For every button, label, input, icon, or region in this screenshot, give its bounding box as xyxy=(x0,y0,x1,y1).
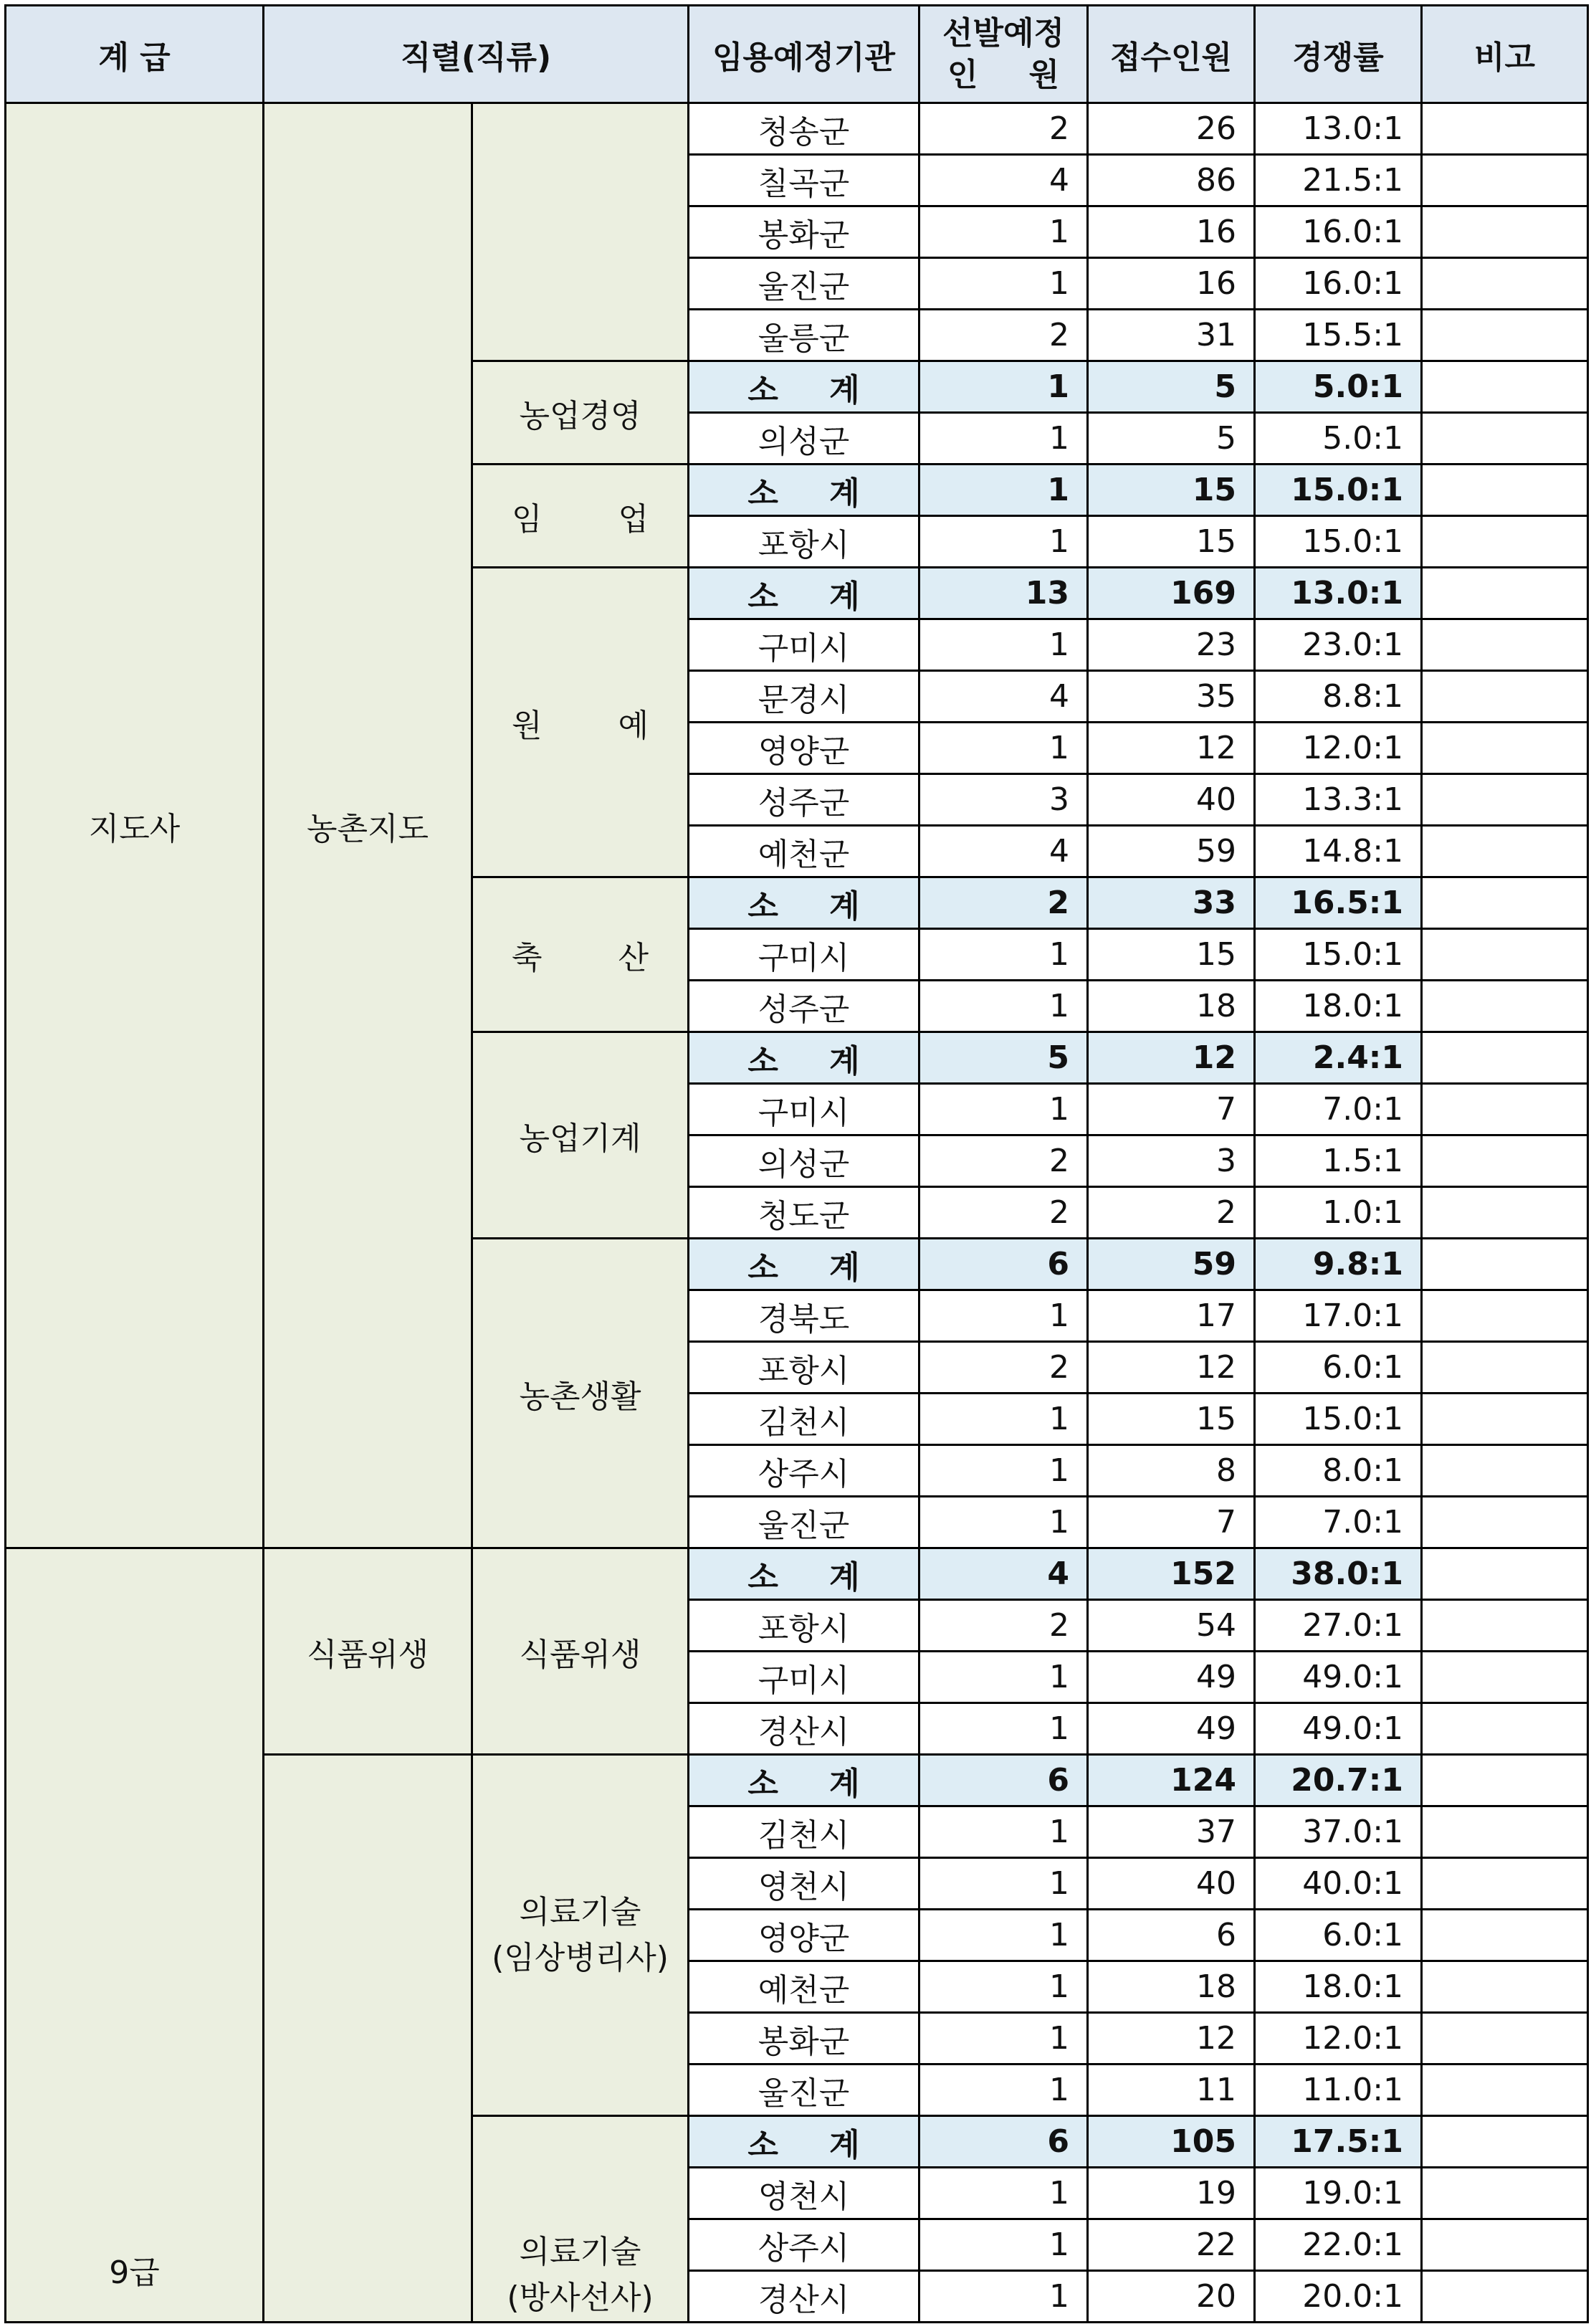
applicants-cell: 54 xyxy=(1088,1600,1255,1652)
job-class-cell xyxy=(472,465,689,568)
job-class-char: 산 xyxy=(618,939,649,976)
job-class-char: 임 xyxy=(512,500,543,538)
applicants-cell: 15 xyxy=(1088,465,1255,516)
planned-cell: 1 xyxy=(919,723,1088,774)
subtotal-label: 소 계 xyxy=(689,877,919,929)
agency-cell: 김천시 xyxy=(689,1806,919,1858)
planned-cell: 6 xyxy=(919,1755,1088,1806)
ratio-cell: 20.7:1 xyxy=(1255,1755,1422,1806)
applicants-cell: 49 xyxy=(1088,1703,1255,1755)
note-cell xyxy=(1422,1961,1588,2013)
note-cell xyxy=(1422,1084,1588,1135)
agency-cell: 청송군 xyxy=(689,103,919,155)
applicants-cell: 31 xyxy=(1088,310,1255,361)
note-cell xyxy=(1422,671,1588,723)
planned-cell: 1 xyxy=(919,361,1088,413)
agency-cell: 예천군 xyxy=(689,826,919,877)
table-row xyxy=(6,1548,1588,1600)
ratio-cell: 14.8:1 xyxy=(1255,826,1422,877)
applicants-cell: 26 xyxy=(1088,103,1255,155)
note-cell xyxy=(1422,1135,1588,1187)
note-cell xyxy=(1422,1910,1588,1961)
job-class-char: 예 xyxy=(618,707,649,744)
note-cell xyxy=(1422,1290,1588,1342)
planned-cell: 1 xyxy=(919,258,1088,310)
applicants-cell: 86 xyxy=(1088,155,1255,206)
subtotal-label: 소 계 xyxy=(689,1755,919,1806)
planned-cell: 1 xyxy=(919,2013,1088,2065)
planned-cell: 1 xyxy=(919,1084,1088,1135)
applicants-cell: 124 xyxy=(1088,1755,1255,1806)
agency-cell: 상주시 xyxy=(689,2219,919,2271)
applicants-cell: 33 xyxy=(1088,877,1255,929)
ratio-cell: 8.0:1 xyxy=(1255,1445,1422,1497)
note-cell xyxy=(1422,2271,1588,2323)
ratio-cell: 9.8:1 xyxy=(1255,1239,1422,1290)
ratio-cell: 18.0:1 xyxy=(1255,1961,1422,2013)
ratio-cell: 11.0:1 xyxy=(1255,2065,1422,2116)
job-series-cell: 식품위생 xyxy=(264,1548,472,1755)
planned-cell: 4 xyxy=(919,1548,1088,1600)
planned-cell: 1 xyxy=(919,465,1088,516)
table-row xyxy=(6,103,1588,155)
note-cell xyxy=(1422,877,1588,929)
header-applicants: 접수인원 xyxy=(1088,6,1255,103)
planned-cell: 6 xyxy=(919,2116,1088,2168)
applicants-cell: 15 xyxy=(1088,929,1255,981)
note-cell xyxy=(1422,2013,1588,2065)
applicants-cell: 2 xyxy=(1088,1187,1255,1239)
applicants-cell: 18 xyxy=(1088,981,1255,1032)
job-class-cell: 농업경영 xyxy=(472,361,689,465)
ratio-cell: 12.0:1 xyxy=(1255,723,1422,774)
job-class-cell xyxy=(472,2116,689,2323)
applicants-cell: 5 xyxy=(1088,361,1255,413)
applicants-cell: 105 xyxy=(1088,2116,1255,2168)
job-series-cell: 농촌지도 xyxy=(264,103,472,1548)
ratio-cell: 7.0:1 xyxy=(1255,1084,1422,1135)
applicants-cell: 20 xyxy=(1088,2271,1255,2323)
note-cell xyxy=(1422,1858,1588,1910)
applicants-cell: 22 xyxy=(1088,2219,1255,2271)
note-cell xyxy=(1422,1342,1588,1394)
planned-cell: 1 xyxy=(919,413,1088,465)
agency-cell: 예천군 xyxy=(689,1961,919,2013)
job-class-line: (임상병리사) xyxy=(492,1939,669,1976)
planned-cell: 2 xyxy=(919,877,1088,929)
agency-cell: 칠곡군 xyxy=(689,155,919,206)
planned-cell: 1 xyxy=(919,1806,1088,1858)
agency-cell: 경산시 xyxy=(689,1703,919,1755)
agency-cell: 울진군 xyxy=(689,1497,919,1548)
note-cell xyxy=(1422,1703,1588,1755)
note-cell xyxy=(1422,619,1588,671)
ratio-cell: 15.0:1 xyxy=(1255,465,1422,516)
planned-cell: 1 xyxy=(919,2271,1088,2323)
applicants-cell: 35 xyxy=(1088,671,1255,723)
applicants-cell: 3 xyxy=(1088,1135,1255,1187)
note-cell xyxy=(1422,310,1588,361)
ratio-cell: 5.0:1 xyxy=(1255,361,1422,413)
ratio-cell: 2.4:1 xyxy=(1255,1032,1422,1084)
applicants-cell: 40 xyxy=(1088,1858,1255,1910)
ratio-cell: 38.0:1 xyxy=(1255,1548,1422,1600)
planned-cell: 3 xyxy=(919,774,1088,826)
agency-cell: 봉화군 xyxy=(689,206,919,258)
agency-cell: 경산시 xyxy=(689,2271,919,2323)
ratio-cell: 12.0:1 xyxy=(1255,2013,1422,2065)
header-grade: 계 급 xyxy=(6,6,264,103)
header-note: 비고 xyxy=(1422,6,1588,103)
subtotal-label: 소 계 xyxy=(689,361,919,413)
job-class-spaced xyxy=(490,493,670,539)
note-cell xyxy=(1422,1497,1588,1548)
ratio-cell: 16.0:1 xyxy=(1255,206,1422,258)
agency-cell: 청도군 xyxy=(689,1187,919,1239)
applicants-cell: 17 xyxy=(1088,1290,1255,1342)
agency-cell: 김천시 xyxy=(689,1394,919,1445)
ratio-cell: 13.0:1 xyxy=(1255,103,1422,155)
ratio-cell: 1.0:1 xyxy=(1255,1187,1422,1239)
agency-cell: 포항시 xyxy=(689,1600,919,1652)
note-cell xyxy=(1422,568,1588,619)
ratio-cell: 20.0:1 xyxy=(1255,2271,1422,2323)
job-class-spaced xyxy=(490,700,670,746)
note-cell xyxy=(1422,1548,1588,1600)
agency-cell: 상주시 xyxy=(689,1445,919,1497)
note-cell xyxy=(1422,1032,1588,1084)
note-cell xyxy=(1422,981,1588,1032)
planned-cell: 4 xyxy=(919,155,1088,206)
ratio-cell: 15.5:1 xyxy=(1255,310,1422,361)
ratio-cell: 17.0:1 xyxy=(1255,1290,1422,1342)
agency-cell: 성주군 xyxy=(689,981,919,1032)
planned-cell: 4 xyxy=(919,671,1088,723)
planned-cell: 1 xyxy=(919,2065,1088,2116)
agency-cell: 문경시 xyxy=(689,671,919,723)
planned-cell: 1 xyxy=(919,516,1088,568)
planned-cell: 2 xyxy=(919,1187,1088,1239)
subtotal-label: 소 계 xyxy=(689,465,919,516)
agency-cell: 성주군 xyxy=(689,774,919,826)
planned-cell: 1 xyxy=(919,1445,1088,1497)
header-planned-line1: 선발예정 xyxy=(942,14,1065,52)
ratio-cell: 15.0:1 xyxy=(1255,1394,1422,1445)
job-class-char: 업 xyxy=(618,500,649,538)
job-class-spaced xyxy=(490,932,670,978)
note-cell xyxy=(1422,2116,1588,2168)
agency-cell: 울진군 xyxy=(689,258,919,310)
planned-cell: 1 xyxy=(919,929,1088,981)
planned-cell: 1 xyxy=(919,1703,1088,1755)
job-class-cell xyxy=(472,877,689,1032)
planned-cell: 1 xyxy=(919,1394,1088,1445)
ratio-cell: 8.8:1 xyxy=(1255,671,1422,723)
job-class-cell xyxy=(472,103,689,361)
ratio-cell: 1.5:1 xyxy=(1255,1135,1422,1187)
applicants-cell: 12 xyxy=(1088,1342,1255,1394)
agency-cell: 영천시 xyxy=(689,1858,919,1910)
note-cell xyxy=(1422,1652,1588,1703)
grade-cell: 9급 xyxy=(6,1548,264,2323)
subtotal-label: 소 계 xyxy=(689,1239,919,1290)
applicants-cell: 15 xyxy=(1088,516,1255,568)
note-cell xyxy=(1422,723,1588,774)
planned-cell: 13 xyxy=(919,568,1088,619)
ratio-cell: 23.0:1 xyxy=(1255,619,1422,671)
ratio-cell: 16.5:1 xyxy=(1255,877,1422,929)
ratio-cell: 37.0:1 xyxy=(1255,1806,1422,1858)
planned-cell: 1 xyxy=(919,206,1088,258)
applicants-cell: 12 xyxy=(1088,723,1255,774)
agency-cell: 의성군 xyxy=(689,413,919,465)
planned-cell: 1 xyxy=(919,1858,1088,1910)
applicants-cell: 7 xyxy=(1088,1497,1255,1548)
job-class-char: 축 xyxy=(512,939,543,976)
planned-cell: 1 xyxy=(919,1290,1088,1342)
note-cell xyxy=(1422,1239,1588,1290)
applicants-cell: 59 xyxy=(1088,826,1255,877)
ratio-cell: 6.0:1 xyxy=(1255,1342,1422,1394)
applicants-cell: 19 xyxy=(1088,2168,1255,2219)
agency-cell: 구미시 xyxy=(689,1652,919,1703)
note-cell xyxy=(1422,1600,1588,1652)
ratio-cell: 15.0:1 xyxy=(1255,929,1422,981)
ratio-cell: 15.0:1 xyxy=(1255,516,1422,568)
header-agency: 임용예정기관 xyxy=(689,6,919,103)
agency-cell: 울진군 xyxy=(689,2065,919,2116)
note-cell xyxy=(1422,361,1588,413)
planned-cell: 2 xyxy=(919,1342,1088,1394)
applicants-cell: 169 xyxy=(1088,568,1255,619)
note-cell xyxy=(1422,2065,1588,2116)
job-class-line: 의료기술 xyxy=(519,2234,641,2270)
planned-cell: 4 xyxy=(919,826,1088,877)
applicants-cell: 12 xyxy=(1088,2013,1255,2065)
job-class-line: (방사선사) xyxy=(507,2280,654,2316)
note-cell xyxy=(1422,2219,1588,2271)
applicants-cell: 40 xyxy=(1088,774,1255,826)
ratio-cell: 5.0:1 xyxy=(1255,413,1422,465)
applicants-cell: 11 xyxy=(1088,2065,1255,2116)
agency-cell: 영양군 xyxy=(689,723,919,774)
header-ratio: 경쟁률 xyxy=(1255,6,1422,103)
applicants-cell: 5 xyxy=(1088,413,1255,465)
note-cell xyxy=(1422,2168,1588,2219)
applicants-cell: 18 xyxy=(1088,1961,1255,2013)
ratio-cell: 6.0:1 xyxy=(1255,1910,1422,1961)
ratio-cell: 22.0:1 xyxy=(1255,2219,1422,2271)
ratio-cell: 27.0:1 xyxy=(1255,1600,1422,1652)
header-row xyxy=(6,6,1588,103)
job-class-char: 원 xyxy=(512,707,543,744)
note-cell xyxy=(1422,258,1588,310)
ratio-cell: 49.0:1 xyxy=(1255,1703,1422,1755)
planned-cell: 1 xyxy=(919,1497,1088,1548)
agency-cell: 구미시 xyxy=(689,929,919,981)
planned-cell: 1 xyxy=(919,619,1088,671)
applicants-cell: 152 xyxy=(1088,1548,1255,1600)
note-cell xyxy=(1422,155,1588,206)
applicants-cell: 37 xyxy=(1088,1806,1255,1858)
note-cell xyxy=(1422,1755,1588,1806)
note-cell xyxy=(1422,774,1588,826)
note-cell xyxy=(1422,1806,1588,1858)
planned-cell: 1 xyxy=(919,2219,1088,2271)
ratio-cell: 13.0:1 xyxy=(1255,568,1422,619)
ratio-cell: 49.0:1 xyxy=(1255,1652,1422,1703)
job-class-cell: 식품위생 xyxy=(472,1548,689,1755)
applicants-cell: 49 xyxy=(1088,1652,1255,1703)
agency-cell: 봉화군 xyxy=(689,2013,919,2065)
agency-cell: 울릉군 xyxy=(689,310,919,361)
subtotal-label: 소 계 xyxy=(689,1548,919,1600)
ratio-cell: 13.3:1 xyxy=(1255,774,1422,826)
subtotal-label: 소 계 xyxy=(689,568,919,619)
agency-cell: 영천시 xyxy=(689,2168,919,2219)
agency-cell: 포항시 xyxy=(689,516,919,568)
planned-cell: 1 xyxy=(919,2168,1088,2219)
header-planned-line2a: 인 xyxy=(947,56,978,93)
applicants-cell: 8 xyxy=(1088,1445,1255,1497)
applicants-cell: 6 xyxy=(1088,1910,1255,1961)
note-cell xyxy=(1422,826,1588,877)
planned-cell: 5 xyxy=(919,1032,1088,1084)
recruitment-table xyxy=(4,4,1589,2323)
applicants-cell: 59 xyxy=(1088,1239,1255,1290)
applicants-cell: 7 xyxy=(1088,1084,1255,1135)
note-cell xyxy=(1422,1187,1588,1239)
applicants-cell: 12 xyxy=(1088,1032,1255,1084)
planned-cell: 2 xyxy=(919,310,1088,361)
agency-cell: 의성군 xyxy=(689,1135,919,1187)
job-class-cell: 농업기계 xyxy=(472,1032,689,1239)
ratio-cell: 16.0:1 xyxy=(1255,258,1422,310)
note-cell xyxy=(1422,516,1588,568)
agency-cell: 포항시 xyxy=(689,1342,919,1394)
agency-cell: 구미시 xyxy=(689,619,919,671)
grade-cell: 지도사 xyxy=(6,103,264,1548)
job-class-cell xyxy=(472,568,689,877)
planned-cell: 2 xyxy=(919,1135,1088,1187)
applicants-cell: 15 xyxy=(1088,1394,1255,1445)
job-series-cell xyxy=(264,1755,472,2323)
planned-cell: 6 xyxy=(919,1239,1088,1290)
applicants-cell: 16 xyxy=(1088,258,1255,310)
agency-cell: 구미시 xyxy=(689,1084,919,1135)
header-job-series: 직렬(직류) xyxy=(264,6,689,103)
agency-cell: 경북도 xyxy=(689,1290,919,1342)
note-cell xyxy=(1422,206,1588,258)
planned-cell: 1 xyxy=(919,1910,1088,1961)
job-class-cell: 농촌생활 xyxy=(472,1239,689,1548)
subtotal-label: 소 계 xyxy=(689,1032,919,1084)
note-cell xyxy=(1422,1445,1588,1497)
note-cell xyxy=(1422,929,1588,981)
job-class-cell xyxy=(472,1755,689,2116)
ratio-cell: 40.0:1 xyxy=(1255,1858,1422,1910)
planned-cell: 1 xyxy=(919,1652,1088,1703)
ratio-cell: 21.5:1 xyxy=(1255,155,1422,206)
planned-cell: 1 xyxy=(919,981,1088,1032)
ratio-cell: 7.0:1 xyxy=(1255,1497,1422,1548)
ratio-cell: 17.5:1 xyxy=(1255,2116,1422,2168)
planned-cell: 2 xyxy=(919,103,1088,155)
applicants-cell: 23 xyxy=(1088,619,1255,671)
note-cell xyxy=(1422,413,1588,465)
subtotal-label: 소 계 xyxy=(689,2116,919,2168)
header-planned-line2b: 원 xyxy=(1028,56,1060,93)
job-class-line: 의료기술 xyxy=(519,1893,641,1930)
applicants-cell: 16 xyxy=(1088,206,1255,258)
ratio-cell: 19.0:1 xyxy=(1255,2168,1422,2219)
planned-cell: 1 xyxy=(919,1961,1088,2013)
planned-cell: 2 xyxy=(919,1600,1088,1652)
note-cell xyxy=(1422,1394,1588,1445)
note-cell xyxy=(1422,465,1588,516)
ratio-cell: 18.0:1 xyxy=(1255,981,1422,1032)
agency-cell: 영양군 xyxy=(689,1910,919,1961)
header-planned xyxy=(919,6,1088,103)
note-cell xyxy=(1422,103,1588,155)
